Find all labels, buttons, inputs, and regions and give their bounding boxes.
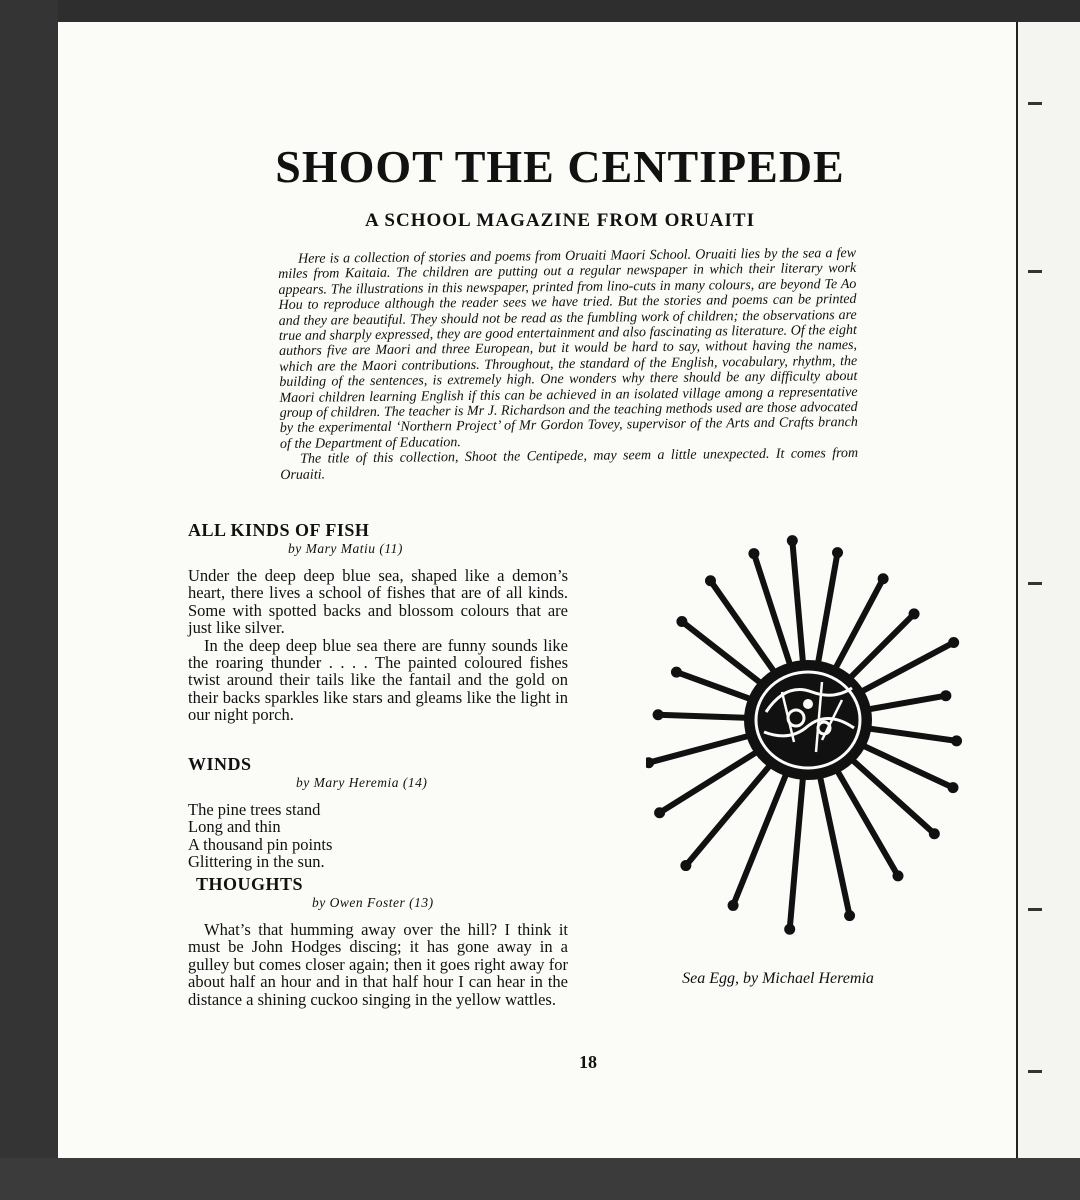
fish-section (188, 520, 568, 724)
sea-egg-spine-tip (728, 900, 738, 910)
edge-mark (1028, 102, 1042, 105)
section-title: WINDS (188, 754, 252, 774)
body-paragraph: Under the deep deep blue sea, shaped like a demon’s heart, there lives a school of fishes that are of all kinds. Some with spotted backs and blossom colours that are just like silver. (188, 566, 568, 638)
sea-egg-spine-tip (655, 808, 665, 818)
intro-block (278, 246, 858, 483)
scan-frame-bottom (0, 1158, 1080, 1200)
sea-egg-spine-tip (929, 829, 939, 839)
sea-egg-illustration (646, 532, 966, 952)
magazine-page (58, 22, 1016, 1158)
intro-paragraph: Here is a collection of stories and poems from Oruaiti Maori School. Oruaiti lies by the sea a few miles from Kaitaia. The children are putting out a regular newspaper in which their literary work appears. The illustrations in this newspaper, printed from lino-cuts in many colours, are beyond Te Ao Hou to reproduce although the reader sees we have tried. But the stories and poems can be printed and they are beautiful. They should not be read as the fumbling work of children; the observations are true and sharply expressed, they are good entertainment and also fascinating as literature. Of the eight authors five are Maori and three European, but it would be hard to say, without having the names, which are the Maori contributions. Throughout, the standard of the English, vocabulary, rhythm, the building of the sentences, is extremely high. One wonders why there should be any difficulty about Maori children learning English if this can be achieved in an isolated village among a representative group of children. The teacher is Mr J. Richardson and the teaching methods used are those advocated by the experimental ‘Northern Project’ of Mr Gordon Tovey, supervisor of the Arts and Crafts branch of the Department of Education. (278, 245, 858, 452)
section-body (188, 921, 568, 1008)
sea-egg-spine-tip (749, 549, 759, 559)
sea-egg-spine-tip (952, 736, 962, 746)
sea-egg-spine-tip (893, 871, 903, 881)
sea-egg-spine-tip (785, 924, 795, 934)
section-body (188, 567, 568, 724)
page-number: 18 (579, 1052, 597, 1072)
poem-line: A thousand pin points (188, 834, 333, 854)
sea-egg-spine-tip (948, 783, 958, 793)
edge-mark (1028, 908, 1042, 911)
section-byline: by Owen Foster (13) (312, 895, 434, 910)
poem-body (188, 801, 568, 871)
sea-egg-spine-tip (671, 667, 681, 677)
article-title: SHOOT THE CENTIPEDE (275, 141, 845, 192)
sea-egg-spine-tip (909, 609, 919, 619)
thoughts-section (188, 874, 568, 1008)
sea-egg-body (744, 660, 872, 780)
edge-mark (1028, 270, 1042, 273)
section-byline: by Mary Matiu (11) (288, 541, 403, 556)
sea-egg-spine-tip (681, 861, 691, 871)
section-byline: by Mary Heremia (14) (296, 775, 428, 790)
poem-line: Glittering in the sun. (188, 852, 325, 872)
sea-egg-spine-tip (949, 638, 959, 648)
body-paragraph: In the deep deep blue sea there are funny sounds like the roaring thunder . . . . The painted coloured fishes twist around their tails like the fantail and the gold on their backs sparkles like stars and gleams like the light in our night porch. (188, 635, 568, 725)
sea-egg-spine-tip (878, 574, 888, 584)
winds-section (188, 754, 568, 871)
scan-frame-top (0, 0, 1080, 22)
sea-egg-spine-tip (705, 576, 715, 586)
poem-line: The pine trees stand (188, 800, 321, 819)
intro-paragraph: The title of this collection, Shoot the Centipede, may seem a little unexpected. It comes from Oruaiti. (280, 446, 859, 483)
sea-egg-spine-tip (677, 616, 687, 626)
sea-egg-spine-tip (941, 691, 951, 701)
section-title: ALL KINDS OF FISH (188, 520, 370, 540)
section-title: THOUGHTS (196, 874, 304, 894)
adjacent-page-edge (1016, 22, 1080, 1158)
illustration-caption: Sea Egg, by Michael Heremia (682, 970, 874, 987)
sea-egg-spine-tip (787, 536, 797, 546)
edge-mark (1028, 582, 1042, 585)
sea-egg-spine-tip (653, 710, 663, 720)
sea-egg-spine-tip (833, 548, 843, 558)
body-paragraph: What’s that humming away over the hill? I think it must be John Hodges discing; it has gone away in a gulley but comes closer again; then it goes right away for about half an hour and in that half hour I can hear in the distance a shining cuckoo singing in the yellow wattles. (188, 920, 568, 1009)
sea-egg-spine-tip (845, 911, 855, 921)
sea-egg-spine-tip (646, 758, 654, 768)
edge-mark (1028, 1070, 1042, 1073)
scan-frame-left (0, 0, 58, 1200)
poem-line: Long and thin (188, 817, 281, 837)
article-subtitle: A SCHOOL MAGAZINE FROM ORUAITI (365, 210, 755, 231)
